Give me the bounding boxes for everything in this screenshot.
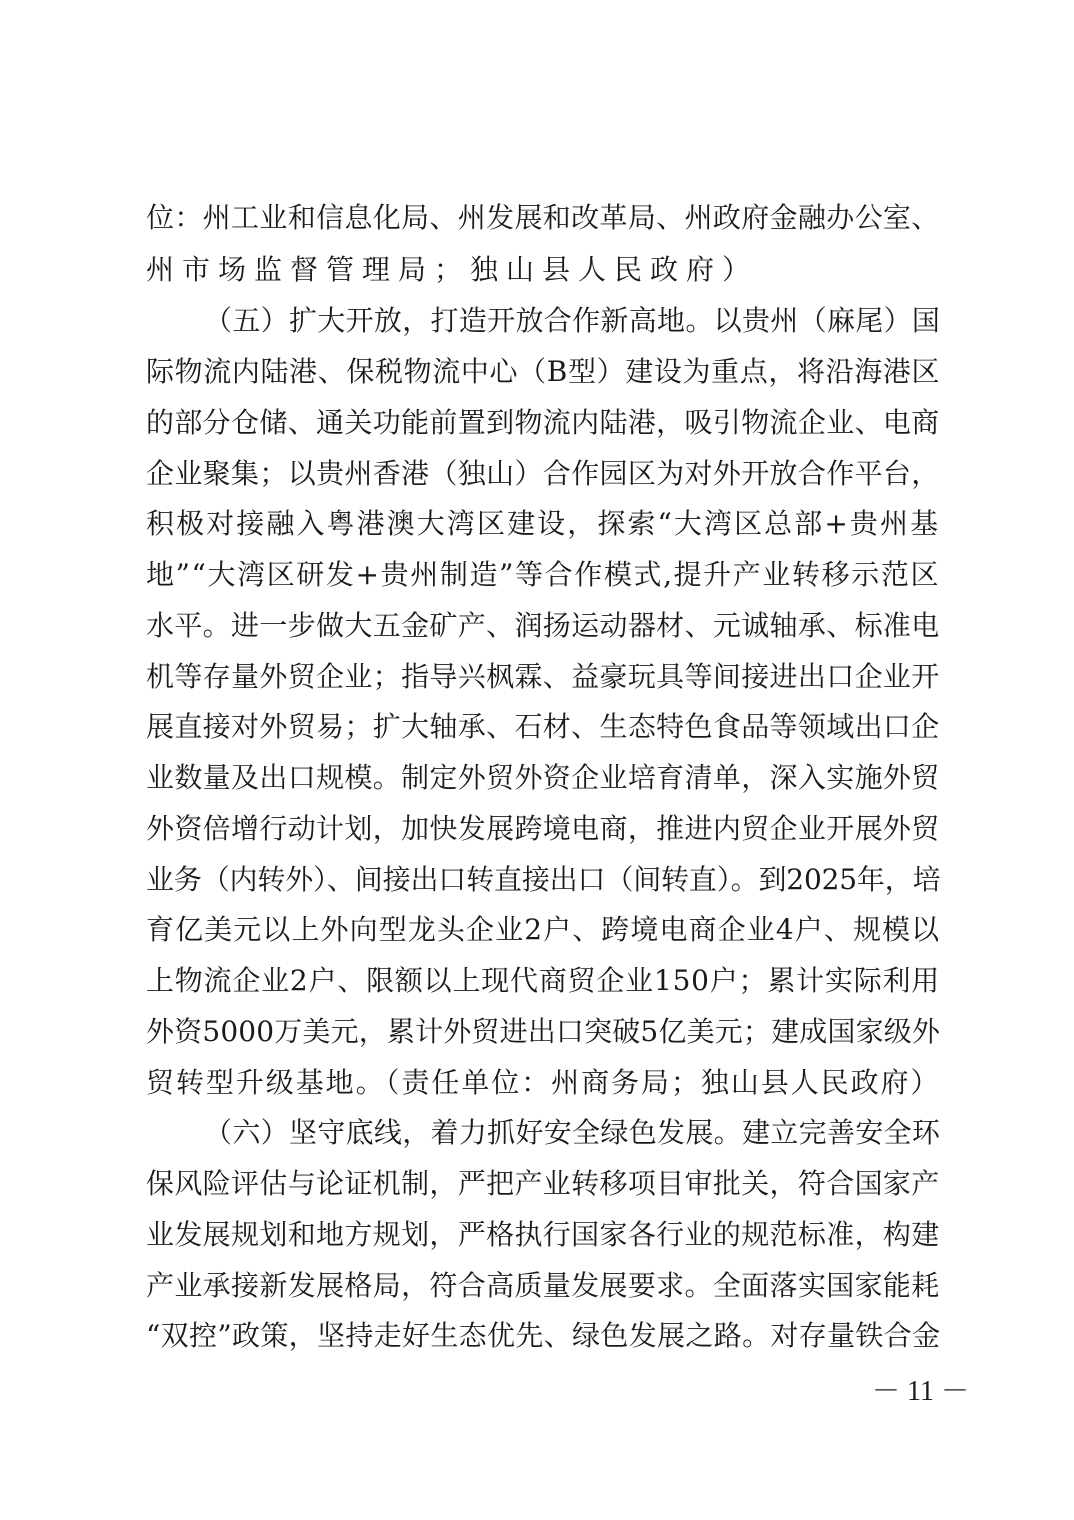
text-line: 外资倍增行动计划，加快发展跨境电商，推进内贸企业开展外贸: [146, 812, 940, 845]
text-line: 产业承接新发展格局，符合高质量发展要求。全面落实国家能耗: [146, 1269, 940, 1302]
text-line: 业务（内转外）、间接出口转直接出口（间转直）。到2025年，培: [146, 863, 941, 896]
text-line: 州市场监督管理局；独山县人民政府）: [146, 253, 759, 286]
text-line: 育亿美元以上外向型龙头企业2户、跨境电商企业4户、规模以: [146, 913, 941, 946]
text-line: 机等存量外贸企业；指导兴枫霖、益豪玩具等间接进出口企业开: [146, 660, 940, 693]
text-line: 上物流企业2户、限额以上现代商贸企业150户；累计实际利用: [146, 964, 941, 997]
text-line: 地”“大湾区研发+贵州制造”等合作模式,提升产业转移示范区: [146, 558, 941, 591]
text-line: 的部分仓储、通关功能前置到物流内陆港，吸引物流企业、电商: [146, 406, 940, 439]
page-number: － 11 －: [872, 1376, 969, 1407]
text-line: 企业聚集；以贵州香港（独山）合作园区为对外开放合作平台，: [146, 457, 940, 490]
text-line: 业发展规划和地方规划，严格执行国家各行业的规范标准，构建: [146, 1218, 940, 1251]
text-line: 保风险评估与论证机制，严把产业转移项目审批关，符合国家产: [146, 1167, 940, 1200]
text-line: 贸转型升级基地。（责任单位：州商务局；独山县人民政府）: [146, 1066, 941, 1099]
text-line: 水平。进一步做大五金矿产、润扬运动器材、元诚轴承、标准电: [146, 609, 940, 642]
text-line: 积极对接融入粤港澳大湾区建设，探索“大湾区总部+贵州基: [146, 507, 941, 540]
text-line: 际物流内陆港、保税物流中心（B型）建设为重点，将沿海港区: [146, 355, 941, 388]
text-line: 业数量及出口规模。制定外贸外资企业培育清单，深入实施外贸: [146, 761, 940, 794]
text-line: 展直接对外贸易；扩大轴承、石材、生态特色食品等领域出口企: [146, 710, 940, 743]
text-line: 外资5000万美元，累计外贸进出口突破5亿美元；建成国家级外: [146, 1015, 941, 1048]
text-line: 位：州工业和信息化局、州发展和改革局、州政府金融办公室、: [146, 201, 940, 234]
paragraph-5-heading-line: （五）扩大开放，打造开放合作新高地。以贵州（麻尾）国: [204, 304, 941, 337]
paragraph-6-heading-line: （六）坚守底线，着力抓好安全绿色发展。建立完善安全环: [204, 1116, 941, 1149]
text-line: “双控”政策，坚持走好生态优先、绿色发展之路。对存量铁合金: [146, 1319, 941, 1352]
